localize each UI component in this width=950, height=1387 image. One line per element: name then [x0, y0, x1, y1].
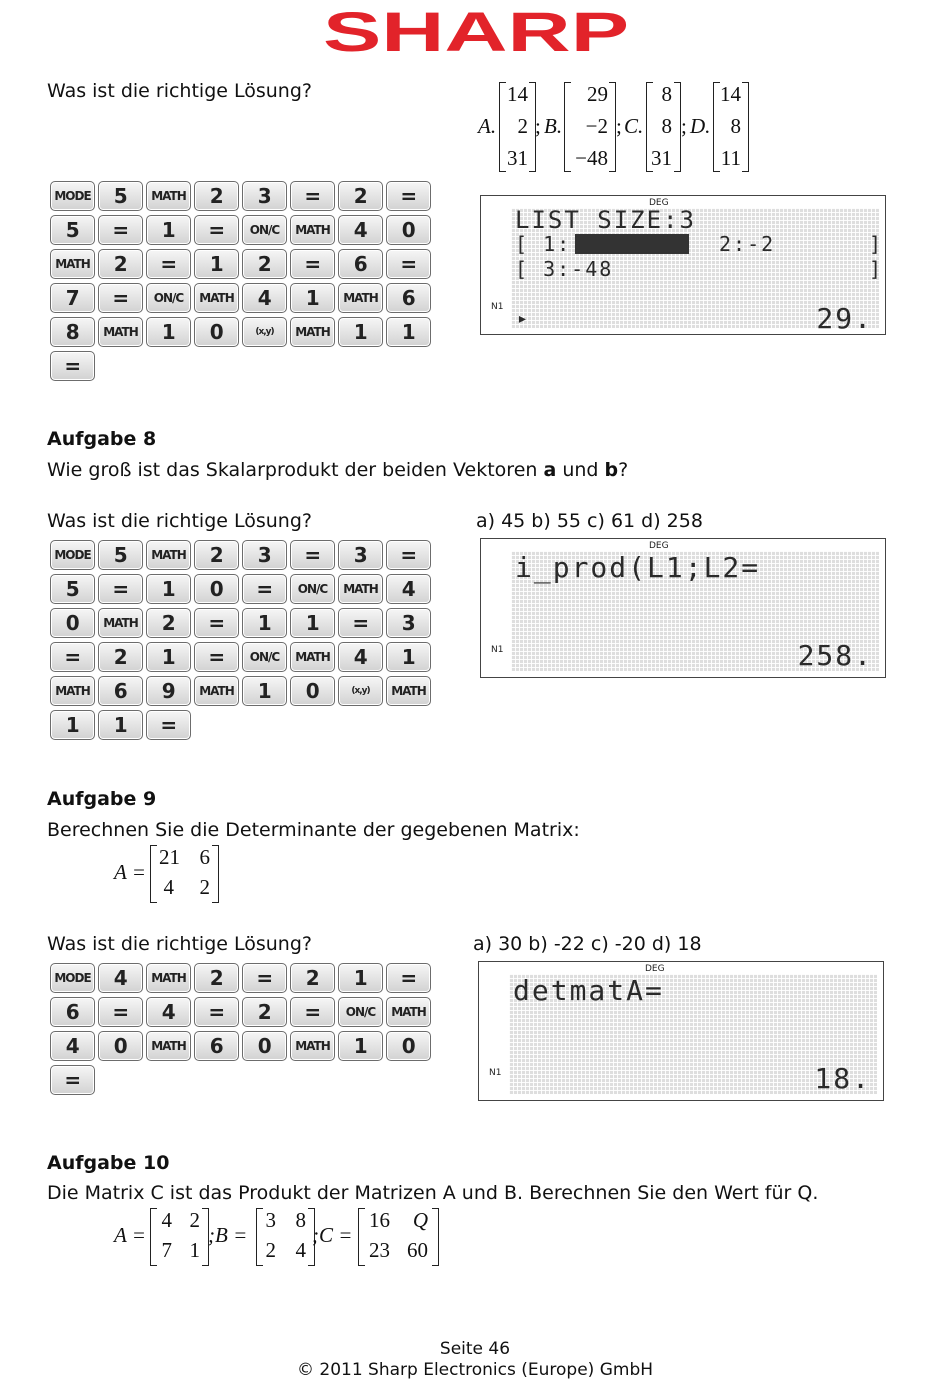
key-4: 4	[146, 997, 191, 1027]
key-on-c: ON/C	[242, 215, 287, 245]
key-math: MATH	[146, 540, 191, 570]
matrix-product-equation	[110, 1206, 450, 1268]
option-a-label: A.	[478, 114, 497, 138]
key-3: 3	[242, 540, 287, 570]
option-c-label: C.	[624, 114, 644, 138]
option-b-label: B.	[544, 114, 563, 138]
matrix-b-label: ;B =	[208, 1223, 248, 1247]
matrix-a-cell: 4	[161, 1208, 172, 1232]
key-on-c: ON/C	[290, 574, 335, 604]
n1-indicator: N1	[491, 302, 504, 312]
separator: ;	[616, 114, 622, 138]
key-equals: =	[386, 181, 431, 211]
key-math: MATH	[98, 608, 143, 638]
key-5: 5	[50, 215, 95, 245]
key-0: 0	[290, 676, 335, 706]
key-2: 2	[98, 249, 143, 279]
key-x-y: (x,y)	[242, 317, 287, 347]
key-on-c: ON/C	[242, 642, 287, 672]
key-1: 1	[146, 642, 191, 672]
key-3: 3	[386, 608, 431, 638]
key-6: 6	[98, 676, 143, 706]
matrix-cell: 21	[159, 845, 180, 869]
vector-d-value: 11	[720, 146, 741, 170]
key-4: 4	[338, 215, 383, 245]
key-2: 2	[194, 963, 239, 993]
key-8: 8	[50, 317, 95, 347]
vector-a-value: 31	[507, 146, 528, 170]
key-1: 1	[338, 963, 383, 993]
key-0: 0	[50, 608, 95, 638]
lcd-line-2b: 2:-2	[719, 232, 776, 256]
n1-indicator: N1	[489, 1068, 502, 1078]
key-1: 1	[146, 215, 191, 245]
key-1: 1	[290, 283, 335, 313]
task-10-text: Die Matrix C ist das Produkt der Matrizen A und B. Berechnen Sie den Wert für Q.	[47, 1182, 819, 1204]
vector-d-value: 14	[720, 82, 741, 106]
key-equals: =	[50, 642, 95, 672]
key-equals: =	[386, 963, 431, 993]
key-mode: MODE	[50, 963, 95, 993]
determinant-matrix	[110, 843, 230, 905]
vector-c-value: 31	[651, 146, 672, 170]
matrix-a-cell: 2	[189, 1208, 200, 1232]
key-equals: =	[146, 710, 191, 740]
key-0: 0	[194, 317, 239, 347]
lcd-cursor-icon: ▸	[517, 308, 530, 329]
key-0: 0	[386, 1031, 431, 1061]
answer-choices-9: a) 30 b) -22 c) -20 d) 18	[473, 933, 702, 955]
key-4: 4	[98, 963, 143, 993]
key-1: 1	[386, 642, 431, 672]
key-math: MATH	[194, 676, 239, 706]
key-math: MATH	[338, 283, 383, 313]
vector-d-value: 8	[730, 114, 741, 138]
key-1: 1	[50, 710, 95, 740]
key-2: 2	[194, 540, 239, 570]
deg-indicator: DEG	[649, 198, 669, 208]
key-equals: =	[194, 997, 239, 1027]
deg-indicator: DEG	[649, 541, 669, 551]
key-equals: =	[290, 181, 335, 211]
deg-indicator: DEG	[645, 964, 665, 974]
lcd-bracket: ]	[869, 257, 884, 281]
matrix-c-cell: Q	[412, 1208, 428, 1232]
matrix-a-cell: 7	[161, 1238, 172, 1262]
matrix-b-cell: 3	[265, 1208, 276, 1232]
key-equals: =	[290, 997, 335, 1027]
key-0: 0	[242, 1031, 287, 1061]
separator: ;	[535, 114, 541, 138]
lcd-result: 258.	[797, 639, 873, 672]
key-on-c: ON/C	[338, 997, 383, 1027]
lcd-result: 29.	[816, 302, 873, 335]
key-equals: =	[242, 574, 287, 604]
matrix-cell: 2	[199, 875, 210, 899]
lcd-result: 18.	[814, 1062, 871, 1095]
key-1: 1	[386, 317, 431, 347]
lcd-bracket: ]	[869, 232, 884, 256]
vector-b-value: −48	[575, 146, 608, 170]
key-math: MATH	[194, 283, 239, 313]
vector-a-value: 2	[517, 114, 528, 138]
option-d-label: D.	[690, 114, 711, 138]
key-equals: =	[386, 540, 431, 570]
key-0: 0	[98, 1031, 143, 1061]
key-math: MATH	[290, 215, 335, 245]
key-1: 1	[146, 574, 191, 604]
question-label-1: Was ist die richtige Lösung?	[47, 80, 312, 102]
key-equals: =	[194, 608, 239, 638]
question-label-3: Was ist die richtige Lösung?	[47, 933, 312, 955]
key-9: 9	[146, 676, 191, 706]
key-1: 1	[242, 608, 287, 638]
key-equals: =	[98, 574, 143, 604]
key-math: MATH	[338, 574, 383, 604]
matrix-cell: 6	[199, 845, 210, 869]
keystroke-sequence-1	[50, 181, 431, 381]
key-1: 1	[194, 249, 239, 279]
calculator-display-3	[478, 961, 884, 1101]
key-1: 1	[98, 710, 143, 740]
copyright: © 2011 Sharp Electronics (Europe) GmbH	[296, 1360, 654, 1380]
key-6: 6	[338, 249, 383, 279]
sharp-logo	[320, 4, 632, 58]
vector-c-value: 8	[661, 82, 672, 106]
key-equals: =	[50, 351, 95, 381]
vector-c-value: 8	[661, 114, 672, 138]
key-2: 2	[194, 181, 239, 211]
matrix-cell: 4	[163, 875, 174, 899]
key-mode: MODE	[50, 181, 95, 211]
matrix-c-cell: 23	[369, 1238, 390, 1262]
lcd-line-2: [ 1:	[515, 232, 572, 256]
key-math: MATH	[290, 642, 335, 672]
matrix-b-cell: 2	[265, 1238, 276, 1262]
key-equals: =	[242, 963, 287, 993]
lcd-line-1: LIST SIZE:3	[515, 206, 696, 234]
key-1: 1	[290, 608, 335, 638]
question-label-2: Was ist die richtige Lösung?	[47, 510, 312, 532]
key-equals: =	[338, 608, 383, 638]
key-math: MATH	[50, 249, 95, 279]
lcd-highlight-bar	[575, 234, 689, 254]
key-4: 4	[386, 574, 431, 604]
calculator-display-1	[480, 195, 886, 335]
key-2: 2	[146, 608, 191, 638]
task-9-text: Berechnen Sie die Determinante der gegebenen Matrix:	[47, 819, 580, 841]
key-1: 1	[338, 317, 383, 347]
page-number: Seite 46	[439, 1339, 511, 1359]
key-equals: =	[194, 642, 239, 672]
key-4: 4	[50, 1031, 95, 1061]
matrix-c-cell: 16	[369, 1208, 390, 1232]
key-6: 6	[194, 1031, 239, 1061]
vector-b-value: 29	[587, 82, 608, 106]
vector-options	[478, 80, 758, 174]
key-6: 6	[386, 283, 431, 313]
key-math: MATH	[290, 317, 335, 347]
task-8-title: Aufgabe 8	[47, 428, 157, 450]
key-5: 5	[98, 540, 143, 570]
lcd-line-1: i_prod(L1;L2=	[515, 551, 761, 584]
matrix-a-cell: 1	[189, 1238, 200, 1262]
key-3: 3	[242, 181, 287, 211]
key-2: 2	[338, 181, 383, 211]
key-1: 1	[146, 317, 191, 347]
matrix-label: A =	[114, 860, 146, 884]
matrix-a-label: A =	[114, 1223, 146, 1247]
key-2: 2	[290, 963, 335, 993]
matrix-b-cell: 8	[295, 1208, 306, 1232]
task-10-title: Aufgabe 10	[47, 1152, 170, 1174]
key-0: 0	[386, 215, 431, 245]
key-math: MATH	[50, 676, 95, 706]
keystroke-sequence-2	[50, 540, 431, 740]
key-math: MATH	[386, 997, 431, 1027]
key-mode: MODE	[50, 540, 95, 570]
task-8-text: Wie groß ist das Skalarprodukt der beiden Vektoren a und b?	[47, 459, 629, 481]
key-equals: =	[194, 215, 239, 245]
key-4: 4	[242, 283, 287, 313]
calculator-display-2	[480, 538, 886, 678]
matrix-c-label: ;C =	[312, 1223, 353, 1247]
svg-text:SHARP: SHARP	[323, 4, 629, 58]
key-5: 5	[50, 574, 95, 604]
key-2: 2	[242, 997, 287, 1027]
matrix-c-cell: 60	[407, 1238, 428, 1262]
key-equals: =	[50, 1065, 95, 1095]
matrix-b-cell: 4	[295, 1238, 306, 1262]
key-3: 3	[338, 540, 383, 570]
key-math: MATH	[386, 676, 431, 706]
key-2: 2	[242, 249, 287, 279]
n1-indicator: N1	[491, 645, 504, 655]
key-equals: =	[290, 540, 335, 570]
key-on-c: ON/C	[146, 283, 191, 313]
key-math: MATH	[146, 181, 191, 211]
task-9-title: Aufgabe 9	[47, 788, 157, 810]
key-math: MATH	[290, 1031, 335, 1061]
key-1: 1	[338, 1031, 383, 1061]
key-1: 1	[242, 676, 287, 706]
key-0: 0	[194, 574, 239, 604]
key-6: 6	[50, 997, 95, 1027]
lcd-line-3: [ 3:-48	[515, 257, 614, 281]
keystroke-sequence-3	[50, 963, 431, 1095]
key-equals: =	[98, 215, 143, 245]
key-equals: =	[98, 997, 143, 1027]
separator: ;	[681, 114, 687, 138]
key-math: MATH	[146, 1031, 191, 1061]
vector-a-value: 14	[507, 82, 528, 106]
key-equals: =	[146, 249, 191, 279]
key-equals: =	[98, 283, 143, 313]
key-x-y: (x,y)	[338, 676, 383, 706]
key-2: 2	[98, 642, 143, 672]
key-math: MATH	[98, 317, 143, 347]
answer-choices-8: a) 45 b) 55 c) 61 d) 258	[476, 510, 703, 532]
lcd-line-1: detmatA=	[513, 974, 664, 1007]
key-equals: =	[386, 249, 431, 279]
vector-b-value: −2	[585, 114, 608, 138]
key-5: 5	[98, 181, 143, 211]
key-4: 4	[338, 642, 383, 672]
key-math: MATH	[146, 963, 191, 993]
key-7: 7	[50, 283, 95, 313]
key-equals: =	[290, 249, 335, 279]
